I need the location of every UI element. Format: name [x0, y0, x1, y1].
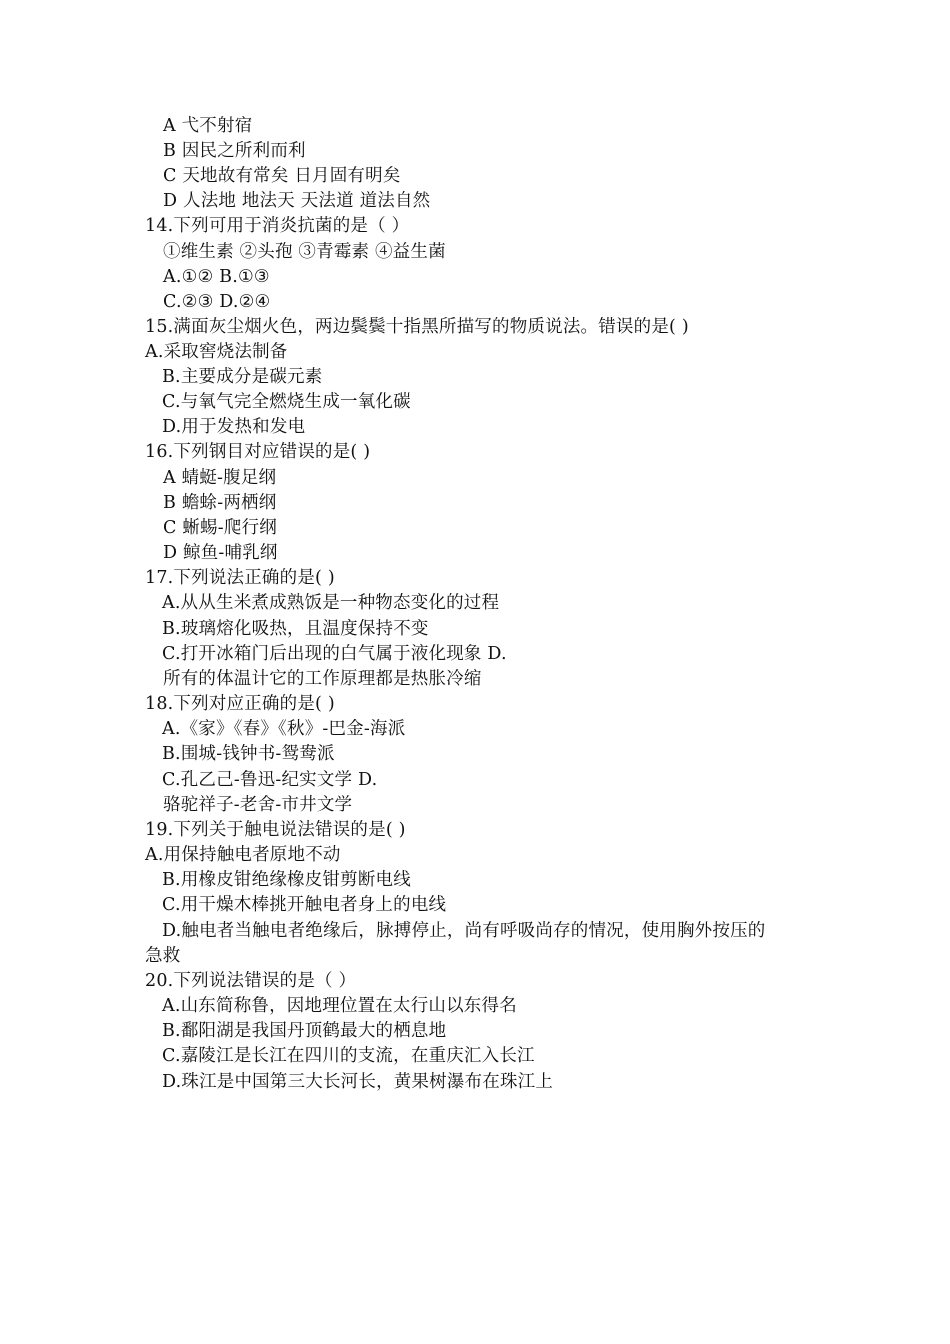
q19-option-b: B.用橡皮钳绝缘橡皮钳剪断电线	[162, 870, 411, 890]
q19-option-d-continuation: 急救	[145, 946, 181, 966]
q16-option-b: B 蟾蜍-两栖纲	[163, 493, 277, 513]
q14-options-row-2: C.②③ D.②④	[163, 292, 271, 312]
q13-option-c: C 天地故有常矣 日月固有明矣	[163, 166, 401, 186]
q20-option-d: D.珠江是中国第三大长河长，黄果树瀑布在珠江上	[162, 1072, 554, 1092]
q17-option-b: B.玻璃熔化吸热，且温度保持不变	[162, 619, 429, 639]
q16-option-c: C 蜥蜴-爬行纲	[163, 518, 277, 538]
q18-option-d: 骆驼祥子-老舍-市井文学	[163, 795, 353, 815]
q13-option-a: A 弋不射宿	[163, 116, 253, 136]
q18-option-b: B.围城-钱钟书-鸳鸯派	[162, 744, 335, 764]
q16-option-a: A 蜻蜓-腹足纲	[163, 468, 277, 488]
q15-option-c: C.与氧气完全燃烧生成一氧化碳	[162, 392, 411, 412]
q19-option-c: C.用干燥木棒挑开触电者身上的电线	[162, 895, 447, 915]
q15-option-a: A.采取窖烧法制备	[145, 342, 288, 362]
q15-stem: 15.满面灰尘烟火色，两边鬓鬓十指黑所描写的物质说法。错误的是( )	[145, 317, 689, 337]
q20-option-a: A.山东简称鲁，因地理位置在太行山以东得名	[162, 996, 517, 1016]
q14-options-row-1: A.①② B.①③	[163, 267, 270, 287]
q14-items: ①维生素 ②头孢 ③青霉素 ④益生菌	[163, 242, 446, 262]
q16-stem: 16.下列钢目对应错误的是( )	[145, 442, 371, 462]
q13-option-b: B 因民之所利而利	[163, 141, 306, 161]
q16-option-d: D 鲸鱼-哺乳纲	[163, 543, 278, 563]
q15-option-d: D.用于发热和发电	[162, 417, 306, 437]
q18-option-a: A.《家》《春》《秋》-巴金-海派	[162, 719, 406, 739]
q20-option-c: C.嘉陵江是长江在四川的支流，在重庆汇入长江	[162, 1046, 535, 1066]
q14-stem: 14.下列可用于消炎抗菌的是（ ）	[145, 216, 410, 236]
q20-option-b: B.鄱阳湖是我国丹顶鹤最大的栖息地	[162, 1021, 447, 1041]
q20-stem: 20.下列说法错误的是（ ）	[145, 971, 357, 991]
q17-option-d: 所有的体温计它的工作原理都是热胀冷缩	[163, 669, 482, 689]
q17-stem: 17.下列说法正确的是( )	[145, 568, 335, 588]
q18-option-c: C.孔乙己-鲁迅-纪实文学 D.	[162, 770, 378, 790]
q18-stem: 18.下列对应正确的是( )	[145, 694, 335, 714]
q17-option-a: A.从从生米煮成熟饭是一种物态变化的过程	[162, 593, 500, 613]
q19-stem: 19.下列关于触电说法错误的是( )	[145, 820, 406, 840]
q17-option-c: C.打开冰箱门后出现的白气属于液化现象 D.	[162, 644, 507, 664]
q15-option-b: B.主要成分是碳元素	[162, 367, 323, 387]
q13-option-d: D 人法地 地法天 天法道 道法自然	[163, 191, 431, 211]
q19-option-d: D.触电者当触电者绝缘后，脉搏停止，尚有呼吸尚存的情况，使用胸外按压的	[162, 921, 766, 941]
q19-option-a: A.用保持触电者原地不动	[145, 845, 341, 865]
